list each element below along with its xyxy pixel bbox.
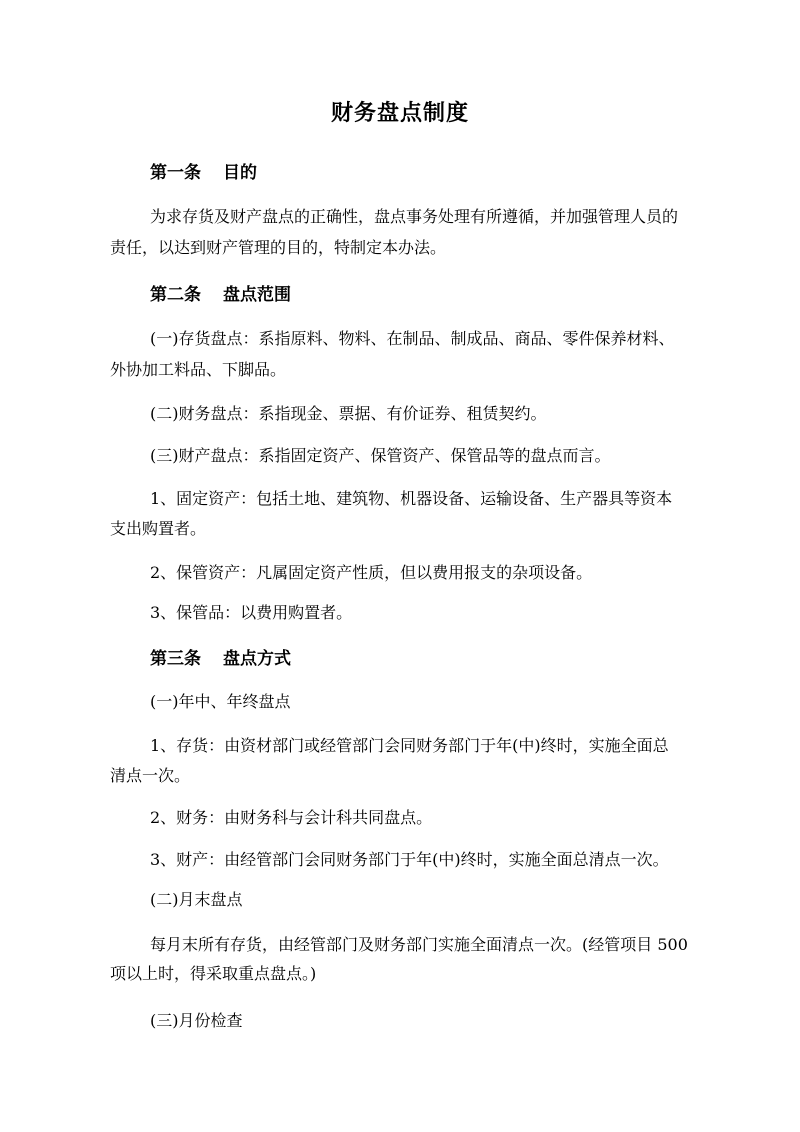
article-2-name: 盘点范围 <box>223 285 291 305</box>
article-3-line: (一)年中、年终盘点 <box>150 692 291 711</box>
article-3-line: 1、存货：由资材部门或经管部门会同财务部门于年(中)终时，实施全面总 <box>150 736 669 755</box>
article-2-line: (二)财务盘点：系指现金、票据、有价证券、租赁契约。 <box>150 404 547 423</box>
article-3-line: (二)月末盘点 <box>150 890 243 909</box>
article-2-line: 1、固定资产：包括土地、建筑物、机器设备、运输设备、生产器具等资本 <box>150 489 673 508</box>
article-3-line: (三)月份检查 <box>150 1011 243 1030</box>
article-1-number: 第一条 <box>150 163 201 183</box>
article-2-line: (一)存货盘点：系指原料、物料、在制品、制成品、商品、零件保养材料、 <box>150 329 675 348</box>
article-2-heading <box>150 282 291 308</box>
article-3-number: 第三条 <box>150 649 201 669</box>
article-3-line: 2、财务：由财务科与会计科共同盘点。 <box>150 808 433 827</box>
article-2-line: (三)财产盘点：系指固定资产、保管资产、保管品等的盘点而言。 <box>150 446 611 465</box>
article-3-heading <box>150 646 291 672</box>
article-1-heading <box>150 160 257 186</box>
article-2-number: 第二条 <box>150 285 201 305</box>
article-2-line: 3、保管品：以费用购置者。 <box>150 603 353 622</box>
article-1-name: 目的 <box>223 163 257 183</box>
article-3-line: 清点一次。 <box>110 766 191 785</box>
article-3-name: 盘点方式 <box>223 649 291 669</box>
article-2-line: 外协加工料品、下脚品。 <box>110 360 287 379</box>
article-1-line: 责任，以达到财产管理的目的，特制定本办法。 <box>110 238 447 257</box>
article-3-line: 项以上时，得采取重点盘点。) <box>110 964 317 983</box>
article-1-line: 为求存货及财产盘点的正确性，盘点事务处理有所遵循，并加强管理人员的 <box>150 207 679 226</box>
document-title: 财务盘点制度 <box>330 100 469 126</box>
article-3-line: 每月末所有存货，由经管部门及财务部门实施全面清点一次。(经管项目 500 <box>150 935 688 954</box>
article-3-line: 3、财产：由经管部门会同财务部门于年(中)终时，实施全面总清点一次。 <box>150 850 669 869</box>
article-2-line: 2、保管资产：凡属固定资产性质，但以费用报支的杂项设备。 <box>150 563 593 582</box>
article-2-line: 支出购置者。 <box>110 519 207 538</box>
